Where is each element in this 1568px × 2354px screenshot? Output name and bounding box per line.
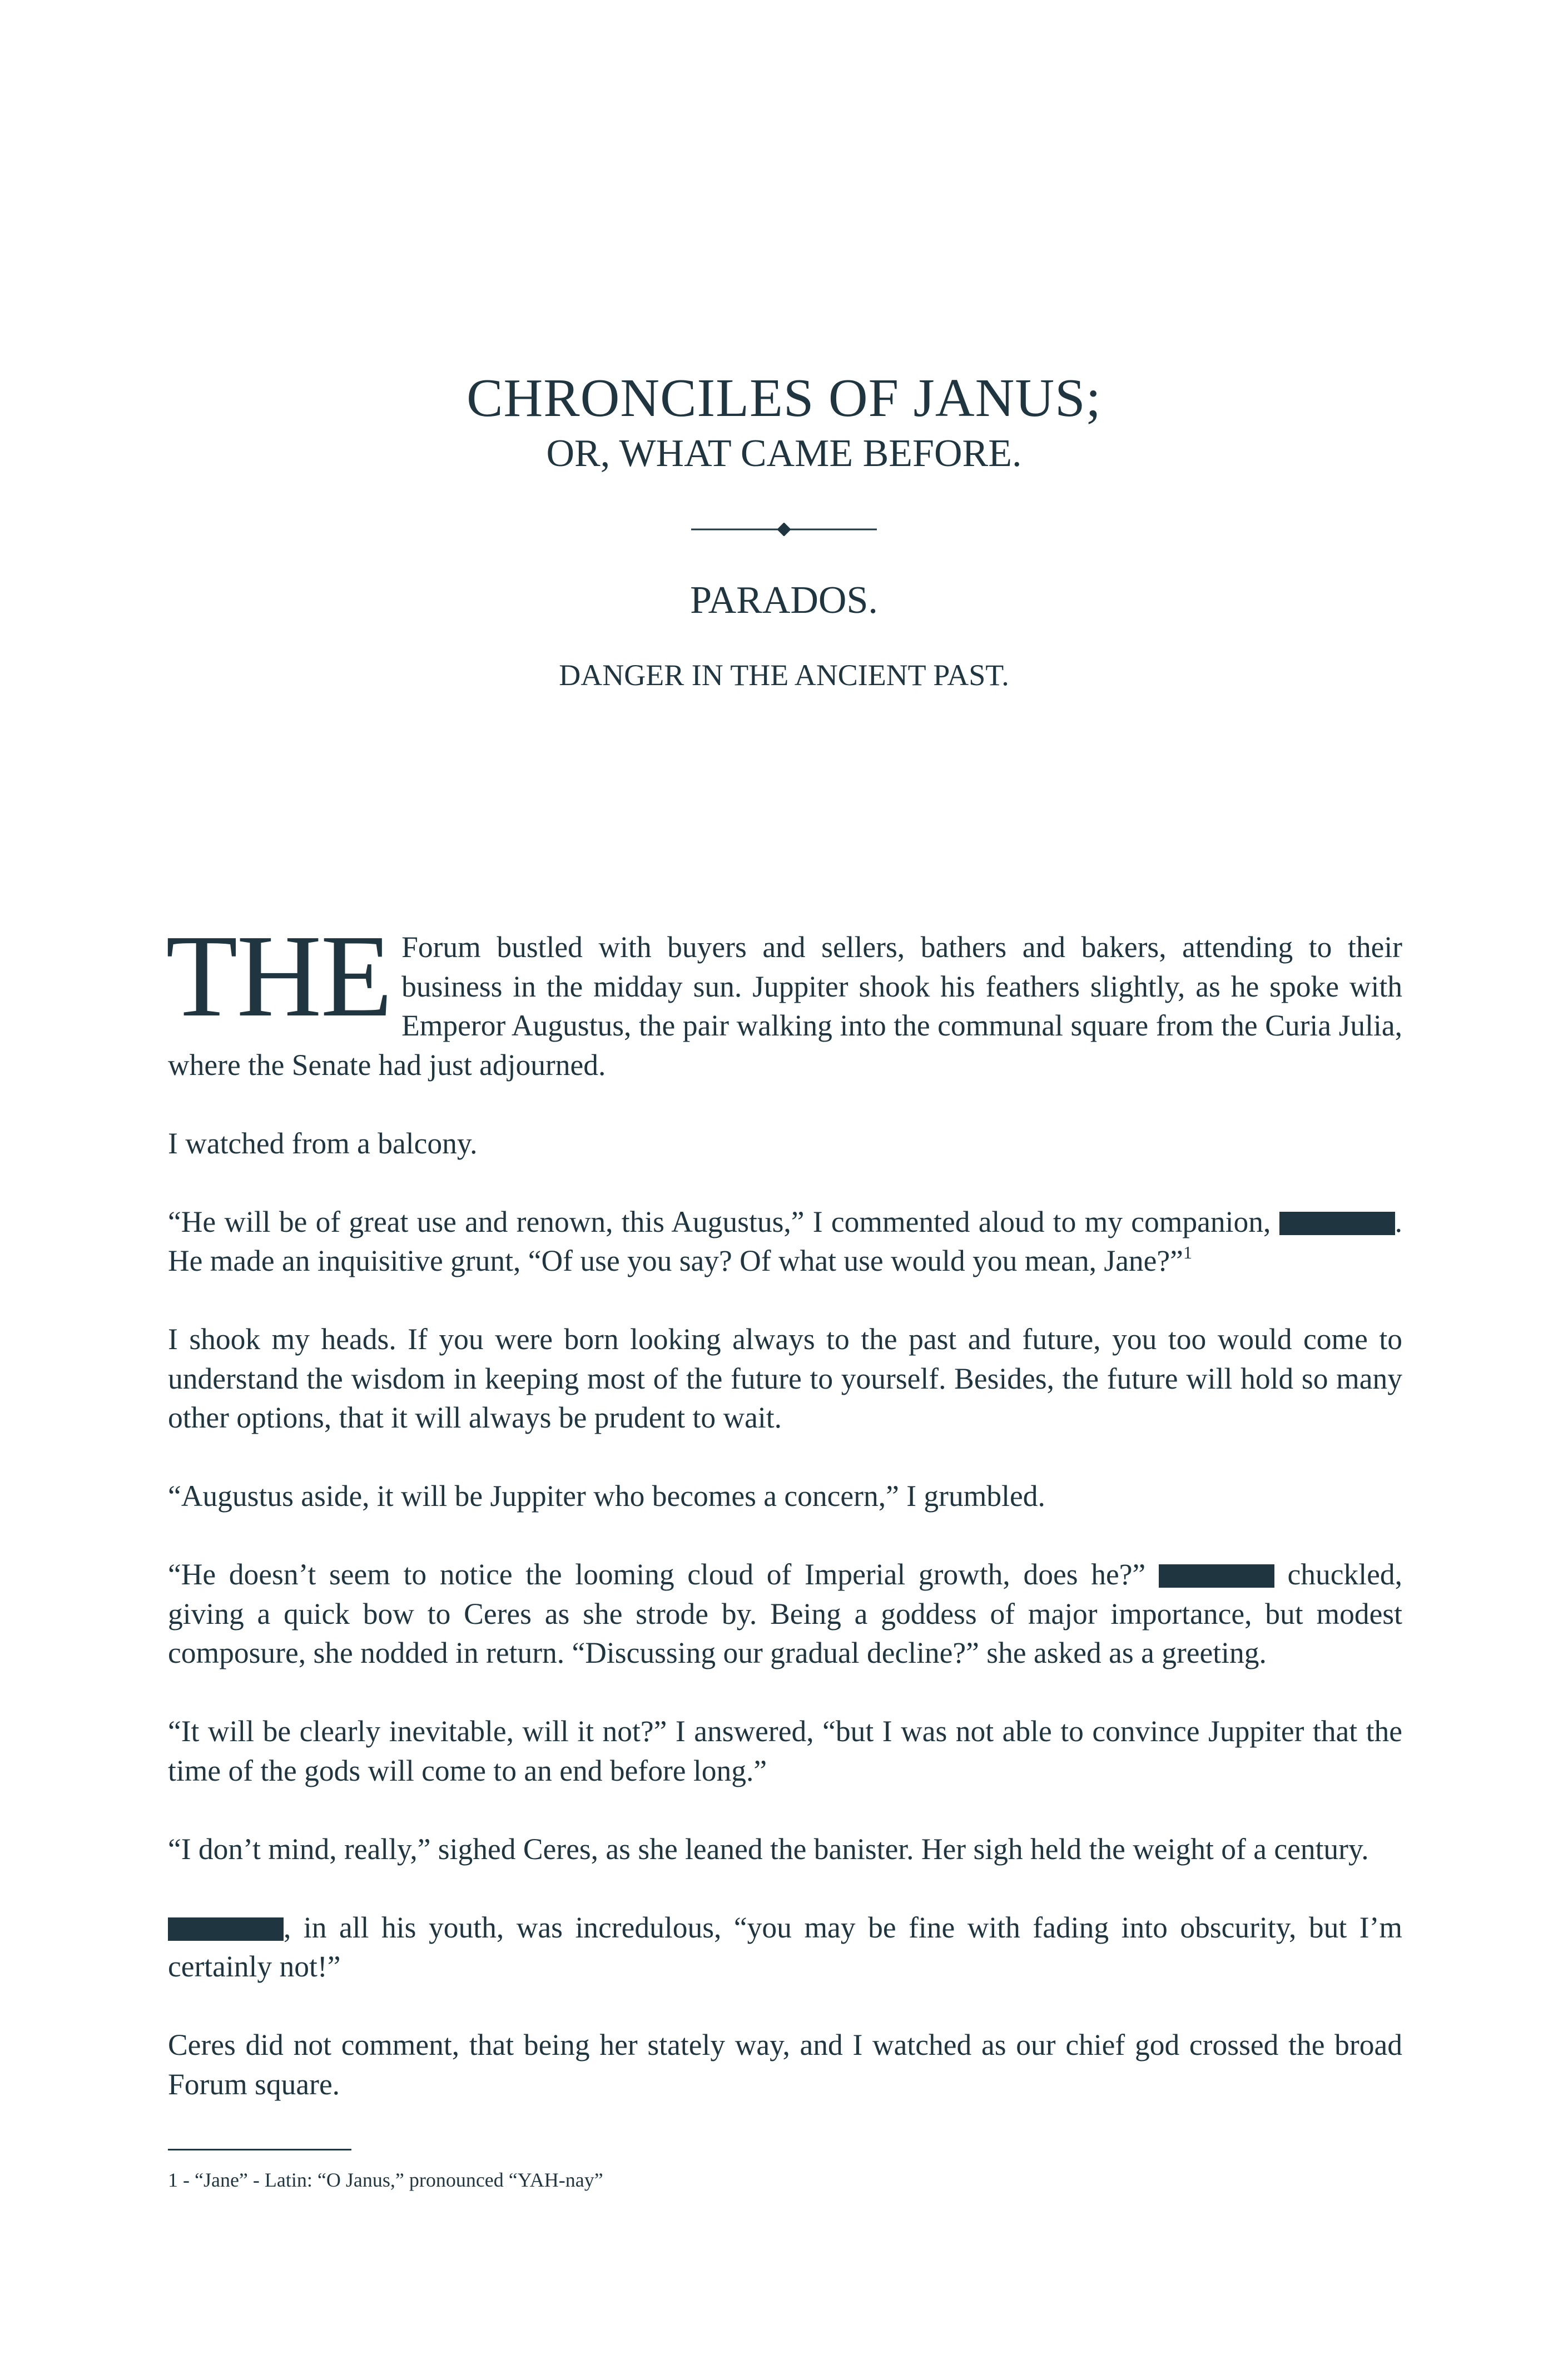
paragraph-2: I watched from a balcony. (168, 1126, 478, 1160)
section-heading: PARADOS. (690, 579, 878, 622)
redaction-bar (1279, 1212, 1395, 1235)
paragraph-3-text-b: . He made an inquisitive grunt, “Of use you say? Of what use would you mean, Jane?” (168, 1205, 1402, 1277)
body-text (166, 910, 1403, 2143)
paragraph-3-text-a: “He will be of great use and renown, this Augustus,” I commented aloud to my companion, (168, 1205, 1271, 1238)
paragraph-7: “It will be clearly inevitable, will it not?” I answered, “but I was not able to convince Juppiter that the time of the gods will come to an end before long.” (168, 1714, 1402, 1787)
drop-cap: THE (166, 910, 392, 1041)
paragraph-5: “Augustus aside, it will be Juppiter who becomes a concern,” I grumbled. (168, 1479, 1045, 1513)
paragraph-6-text-b: chuckled, giving a quick bow to Ceres as she strode by. Being a goddess of major importance, but modest composure, she nodded in return. “Discussing our gradual decline?” she asked as a greeting. (168, 1558, 1403, 1669)
page-subtitle: OR, WHAT CAME BEFORE. (546, 432, 1022, 475)
footnote-divider (168, 2149, 351, 2150)
paragraph-4: I shook my heads. If you were born looking always to the past and future, you too would come to understand the wisdom in keeping most of the future to yourself. Besides, the future will hold so many other options, that it will always be prudent to wait. (168, 1322, 1402, 1434)
paragraph-8: “I don’t mind, really,” sighed Ceres, as she leaned the banister. Her sigh held the weight of a century. (168, 1832, 1369, 1866)
paragraph-6-text-a: “He doesn’t seem to notice the looming cloud of Imperial growth, does he?” (168, 1558, 1146, 1591)
paragraph-3 (168, 1202, 1402, 1281)
section-subheading: DANGER IN THE ANCIENT PAST. (559, 658, 1009, 692)
paragraph-9 (168, 1908, 1402, 1986)
paragraph-6 (168, 1555, 1402, 1673)
footnote: 1 - “Jane” - Latin: “O Janus,” pronounced “YAH-nay” (168, 2169, 603, 2191)
page-title: CHRONCILES OF JANUS; (467, 368, 1101, 428)
paragraph-1-text: Forum bustled with buyers and sellers, bathers and bakers, attending to their business in the midday sun. Juppiter shook his feathers slightly, as he spoke with Emperor Augustus, the pair walking into the communal square from the Curia Julia, where the Senate had just adjourned. (168, 930, 1402, 1082)
paragraph-9-text: , in all his youth, was incredulous, “you may be fine with fading into obscurity, but I’m certainly not!” (168, 1910, 1402, 1983)
footnote-reference[interactable]: 1 (1183, 1242, 1192, 1262)
ornament-divider-icon (691, 523, 877, 536)
redaction-bar (1159, 1564, 1274, 1588)
redaction-bar (168, 1917, 284, 1941)
paragraph-1 (166, 910, 1402, 1084)
paragraph-10: Ceres did not comment, that being her stately way, and I watched as our chief god crossed the broad Forum square. (168, 2028, 1402, 2101)
